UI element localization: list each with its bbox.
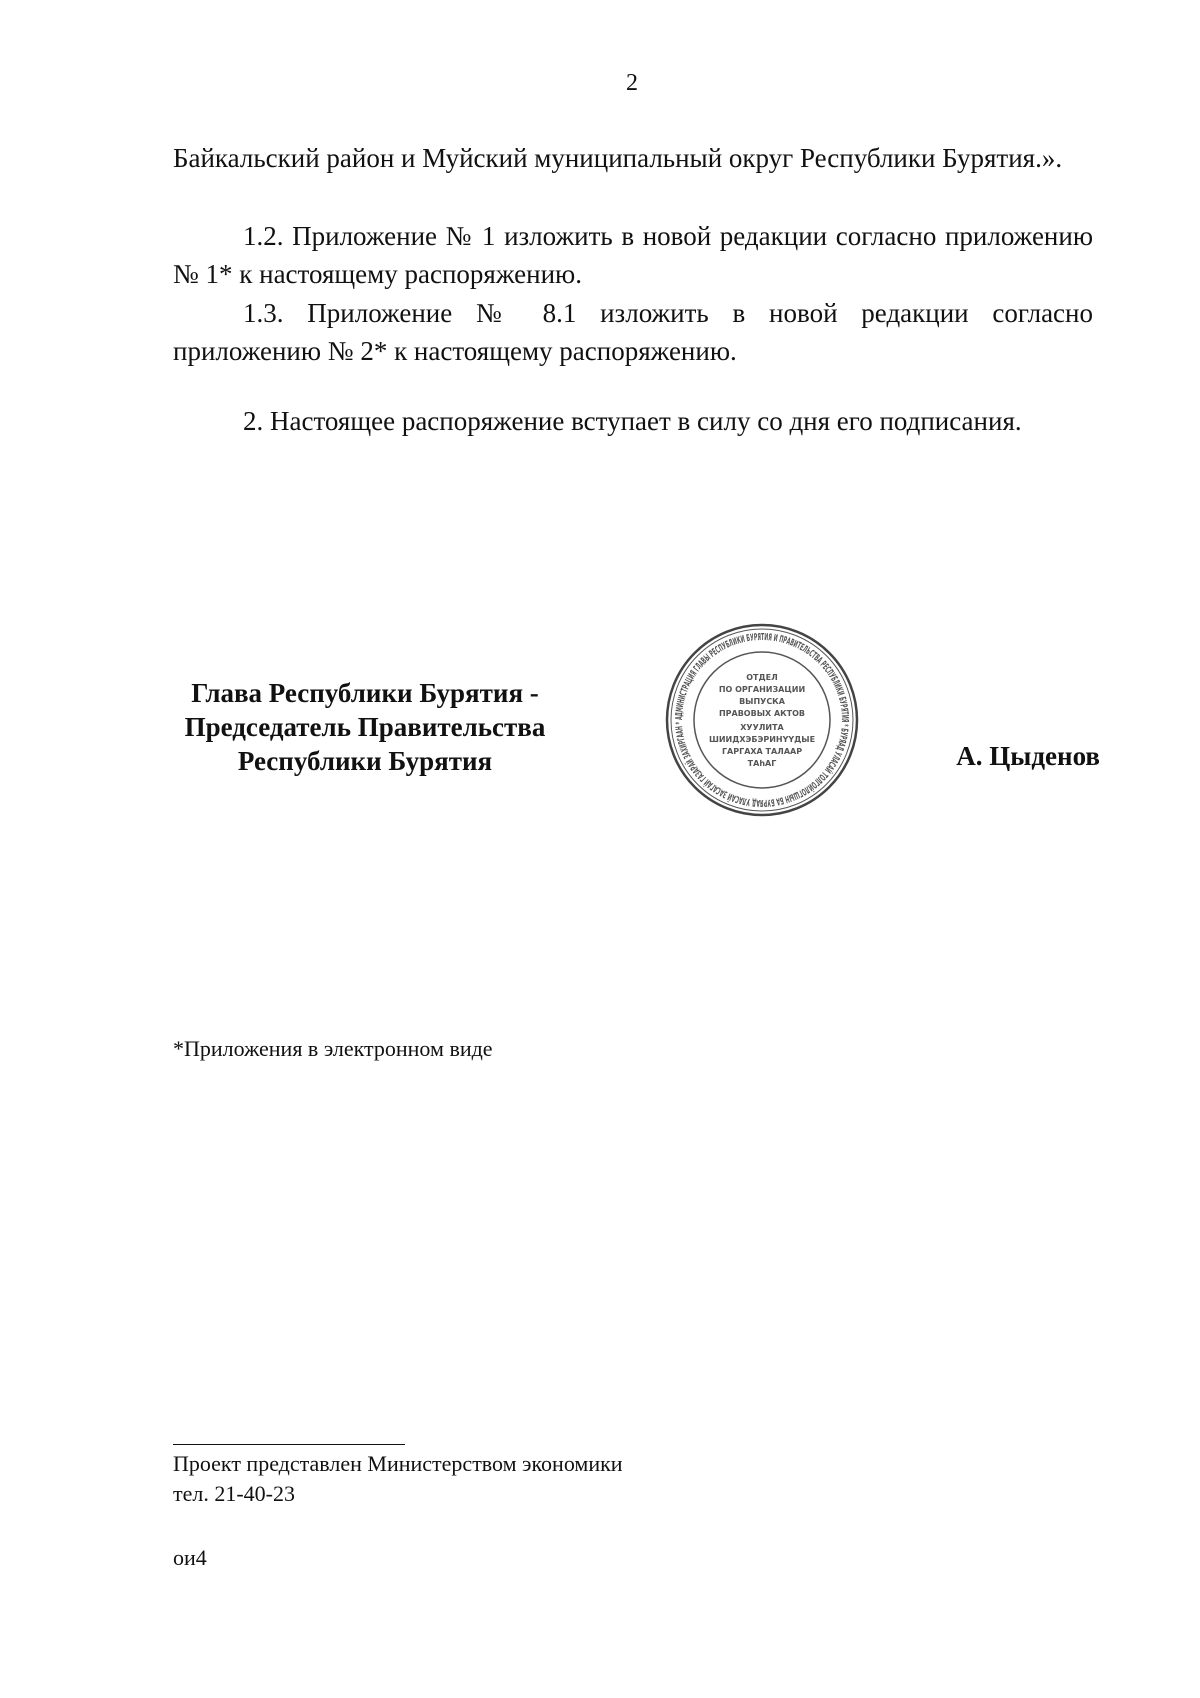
seal-inner-line: ГАРГАХА ТАЛААР bbox=[721, 747, 803, 756]
paragraph-continuation bbox=[173, 139, 1093, 177]
seal-inner-line: ВЫПУСКА bbox=[739, 697, 785, 706]
seal-inner-line: ШИИДХЭБЭРИНҮҮДЫЕ bbox=[708, 735, 816, 744]
project-note-line: тел. 21-40-23 bbox=[173, 1481, 296, 1506]
seal-inner-line: ОТДЕЛ bbox=[746, 673, 778, 682]
page-number: 2 bbox=[626, 70, 638, 96]
project-note-line: Проект представлен Министерством экономики bbox=[173, 1451, 623, 1476]
paragraph-2 bbox=[173, 402, 1093, 440]
signer-name: А. Цыденов bbox=[956, 741, 1100, 771]
seal-inner-line: ПРАВОВЫХ АКТОВ bbox=[718, 709, 806, 718]
seal-outer-text: АДМИНИСТРАЦИЯ ГЛАВЫ РЕСПУБЛИКИ БУРЯТИЯ И ПРАВИТЕЛЬСТВА РЕСПУБЛИКИ БУРЯТИЯ * БУРЯАД УЛАСАЙ ТОЛГОЙЛОГШЫН БА БУРЯАД УЛАСАЙ ЗАСАГАЙ ГАЗАРАЙ ЗАХИРГААН * bbox=[673, 631, 851, 809]
signer-position-line: Глава Республики Бурятия - bbox=[191, 678, 539, 708]
seal-inner-line: ХУУЛИТА bbox=[740, 723, 784, 732]
signer-position-line: Республики Бурятия bbox=[237, 746, 493, 776]
document-code: ои4 bbox=[173, 1545, 207, 1570]
project-note bbox=[173, 1449, 623, 1509]
paragraph-1-3 bbox=[173, 294, 1093, 370]
paragraph-text: 1.3. Приложение № 8.1 изложить в новой редакции согласно приложению № 2* к настоящему распоряжению. bbox=[173, 298, 1093, 366]
signer-position bbox=[155, 676, 575, 778]
signer-position-line: Председатель Правительства bbox=[184, 712, 546, 742]
seal-inner-line: ПО ОРГАНИЗАЦИИ bbox=[718, 685, 806, 694]
official-seal-stamp bbox=[662, 620, 862, 820]
footer-divider bbox=[173, 1444, 405, 1445]
footnote: *Приложения в электронном виде bbox=[173, 1036, 493, 1061]
paragraph-text: Байкальский район и Муйский муниципальный округ Республики Бурятия.». bbox=[173, 143, 1063, 173]
svg-text:АДМИНИСТРАЦИЯ ГЛАВЫ РЕСПУБЛИКИ bbox=[674, 632, 850, 808]
paragraph-1-2 bbox=[173, 217, 1093, 293]
paragraph-text: 1.2. Приложение № 1 изложить в новой редакции согласно приложению № 1* к настоящему распоряжению. bbox=[173, 221, 1093, 289]
seal-inner-line: ТАһАГ bbox=[747, 759, 777, 768]
paragraph-text: 2. Настоящее распоряжение вступает в силу со дня его подписания. bbox=[243, 406, 1022, 436]
